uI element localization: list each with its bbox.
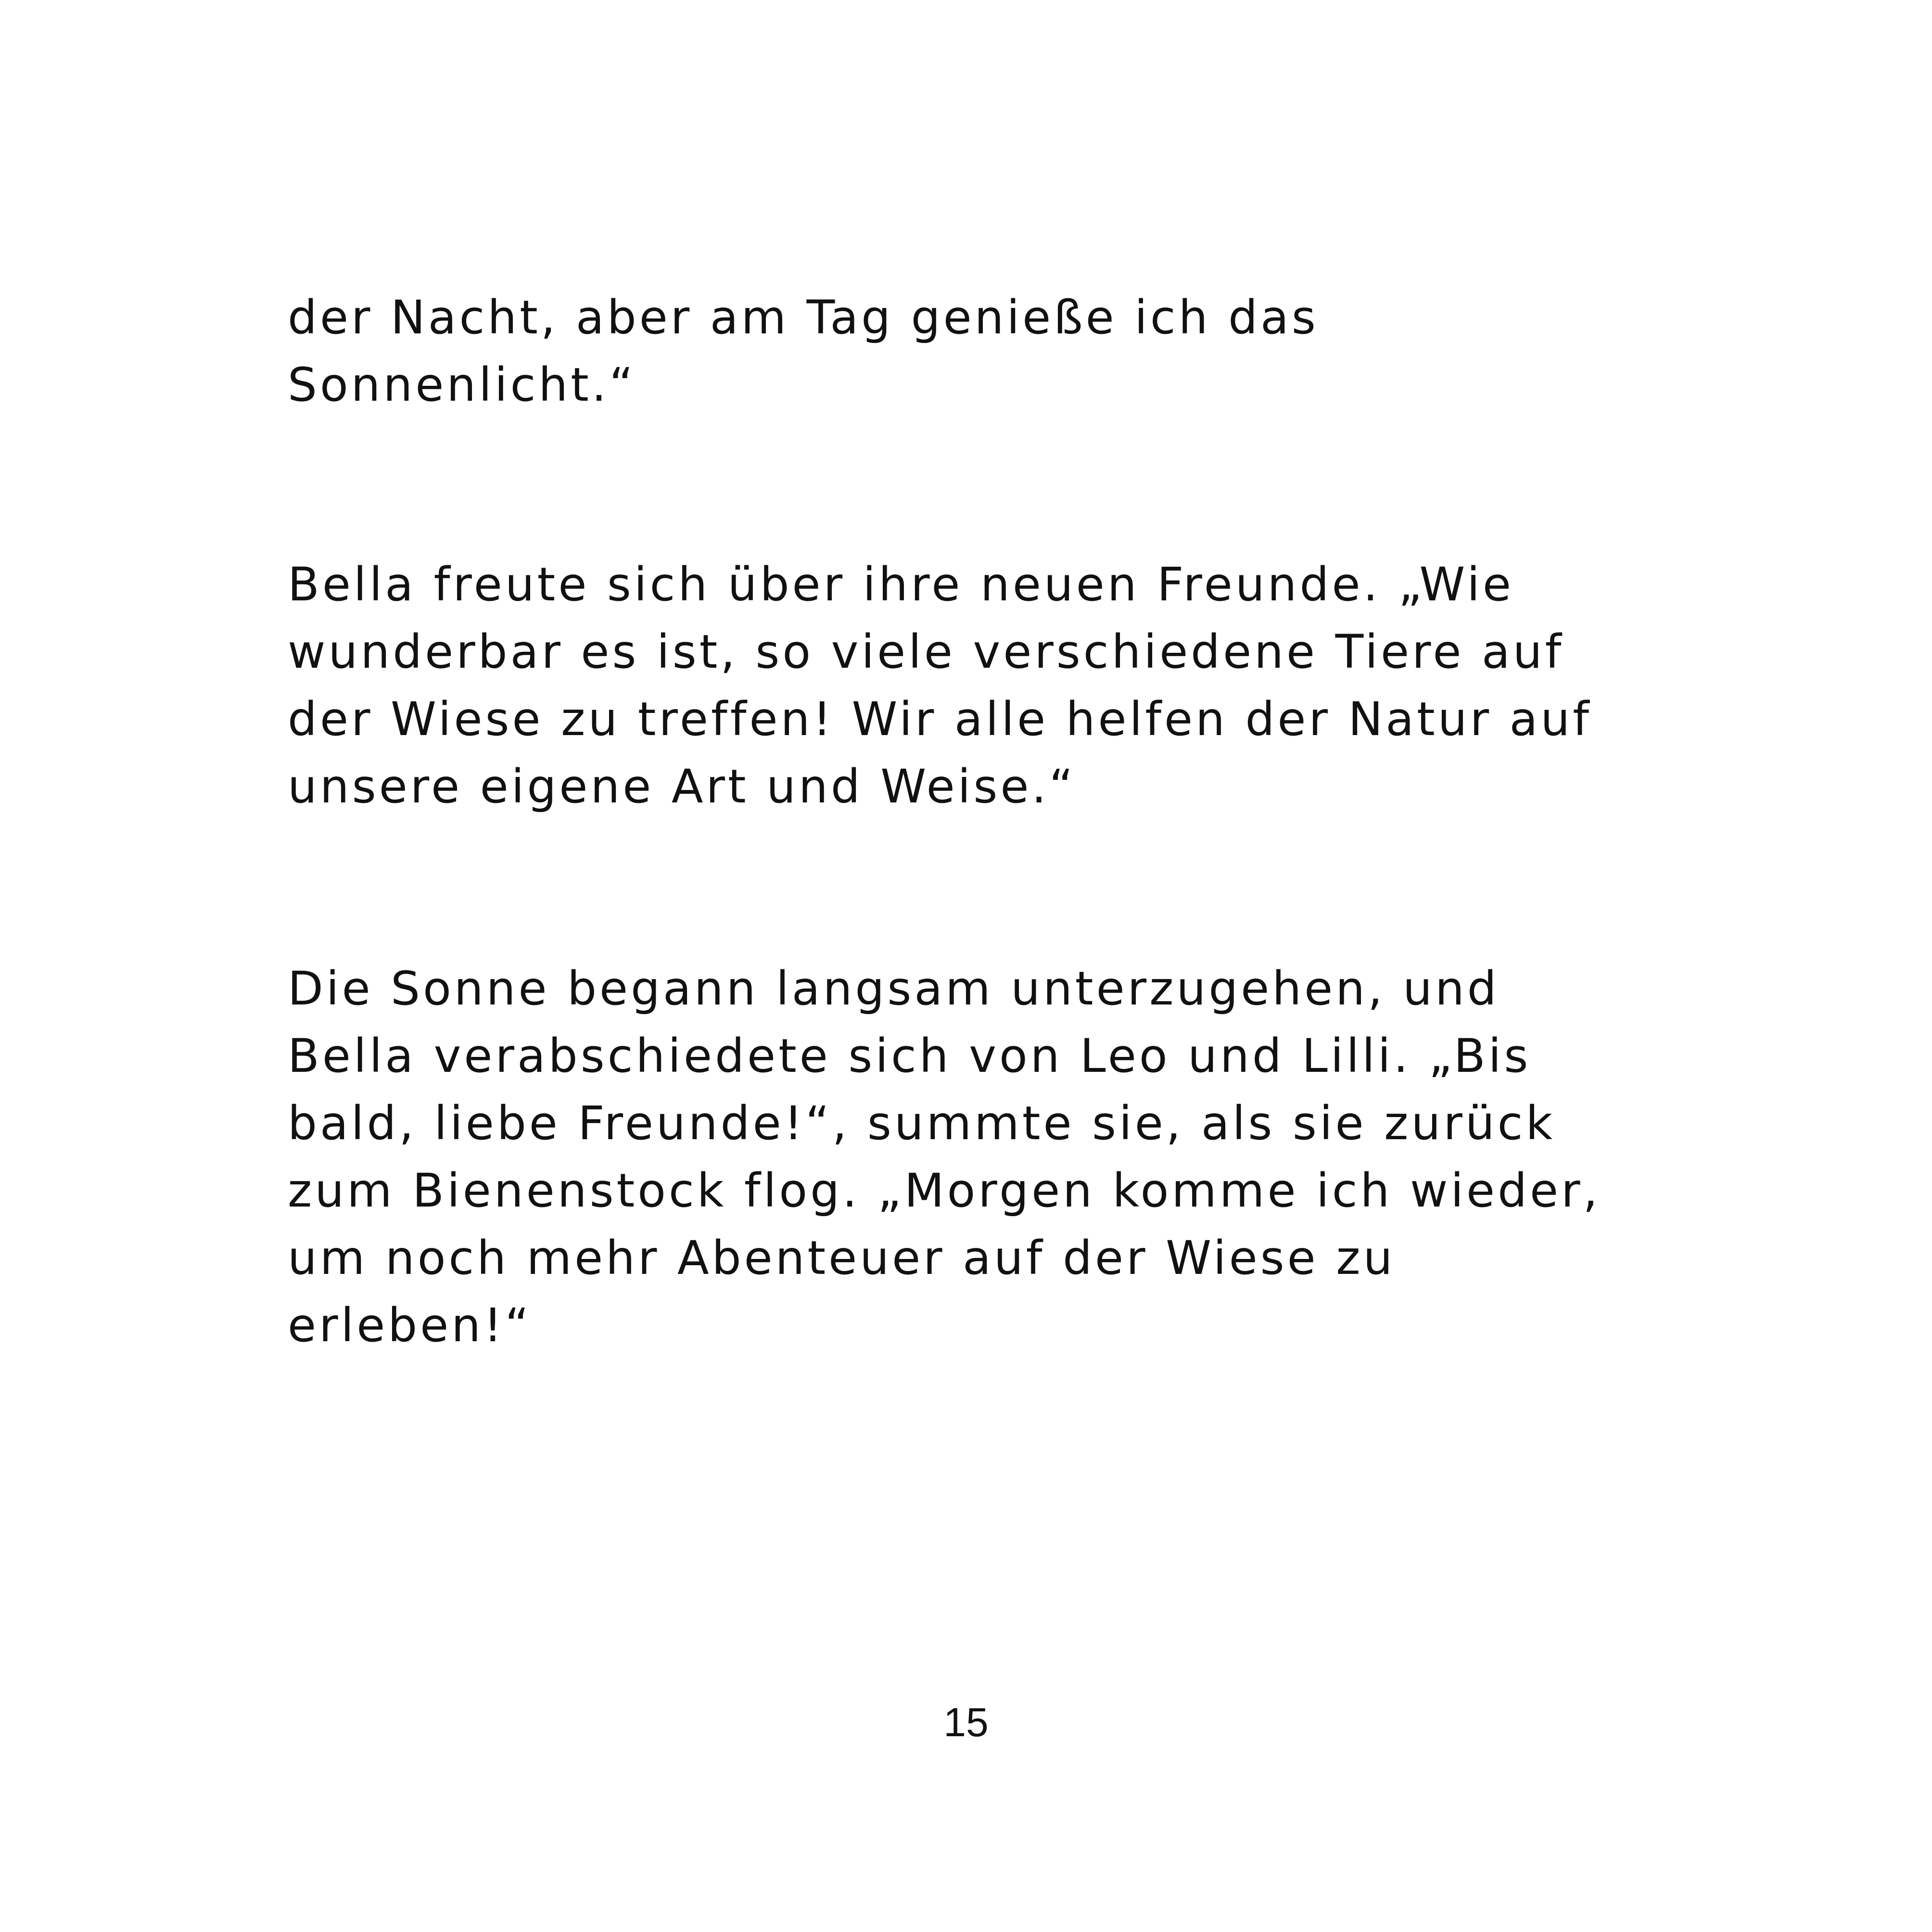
paragraph-line: erleben!“: [288, 1298, 532, 1352]
paragraph-line: bald, liebe Freunde!“, summte sie, als sie zurück: [288, 1096, 1556, 1150]
page-number: 15: [943, 1700, 989, 1745]
paragraph-line: Bella freute sich über ihre neuen Freunde. „Wie: [288, 558, 1514, 611]
paragraph-line: Die Sonne begann langsam unterzugehen, und: [288, 962, 1500, 1016]
paragraph-1: [288, 284, 1683, 419]
paragraph-2: [288, 551, 1683, 820]
paragraph-line: zum Bienenstock flog. „Morgen komme ich wieder,: [288, 1164, 1601, 1218]
paragraph-3: [288, 955, 1683, 1359]
paragraph-line: der Nacht, aber am Tag genieße ich das: [288, 291, 1319, 344]
paragraph-line: Sonnenlicht.“: [288, 358, 636, 412]
paragraph-line: Bella verabschiedete sich von Leo und Lilli. „Bis: [288, 1029, 1531, 1083]
paragraph-line: der Wiese zu treffen! Wir alle helfen der Natur auf: [288, 692, 1592, 746]
paragraph-line: um noch mehr Abenteuer auf der Wiese zu: [288, 1231, 1396, 1285]
paragraph-line: unsere eigene Art und Weise.“: [288, 760, 1076, 813]
paragraph-line: wunderbar es ist, so viele verschiedene Tiere auf: [288, 625, 1564, 679]
